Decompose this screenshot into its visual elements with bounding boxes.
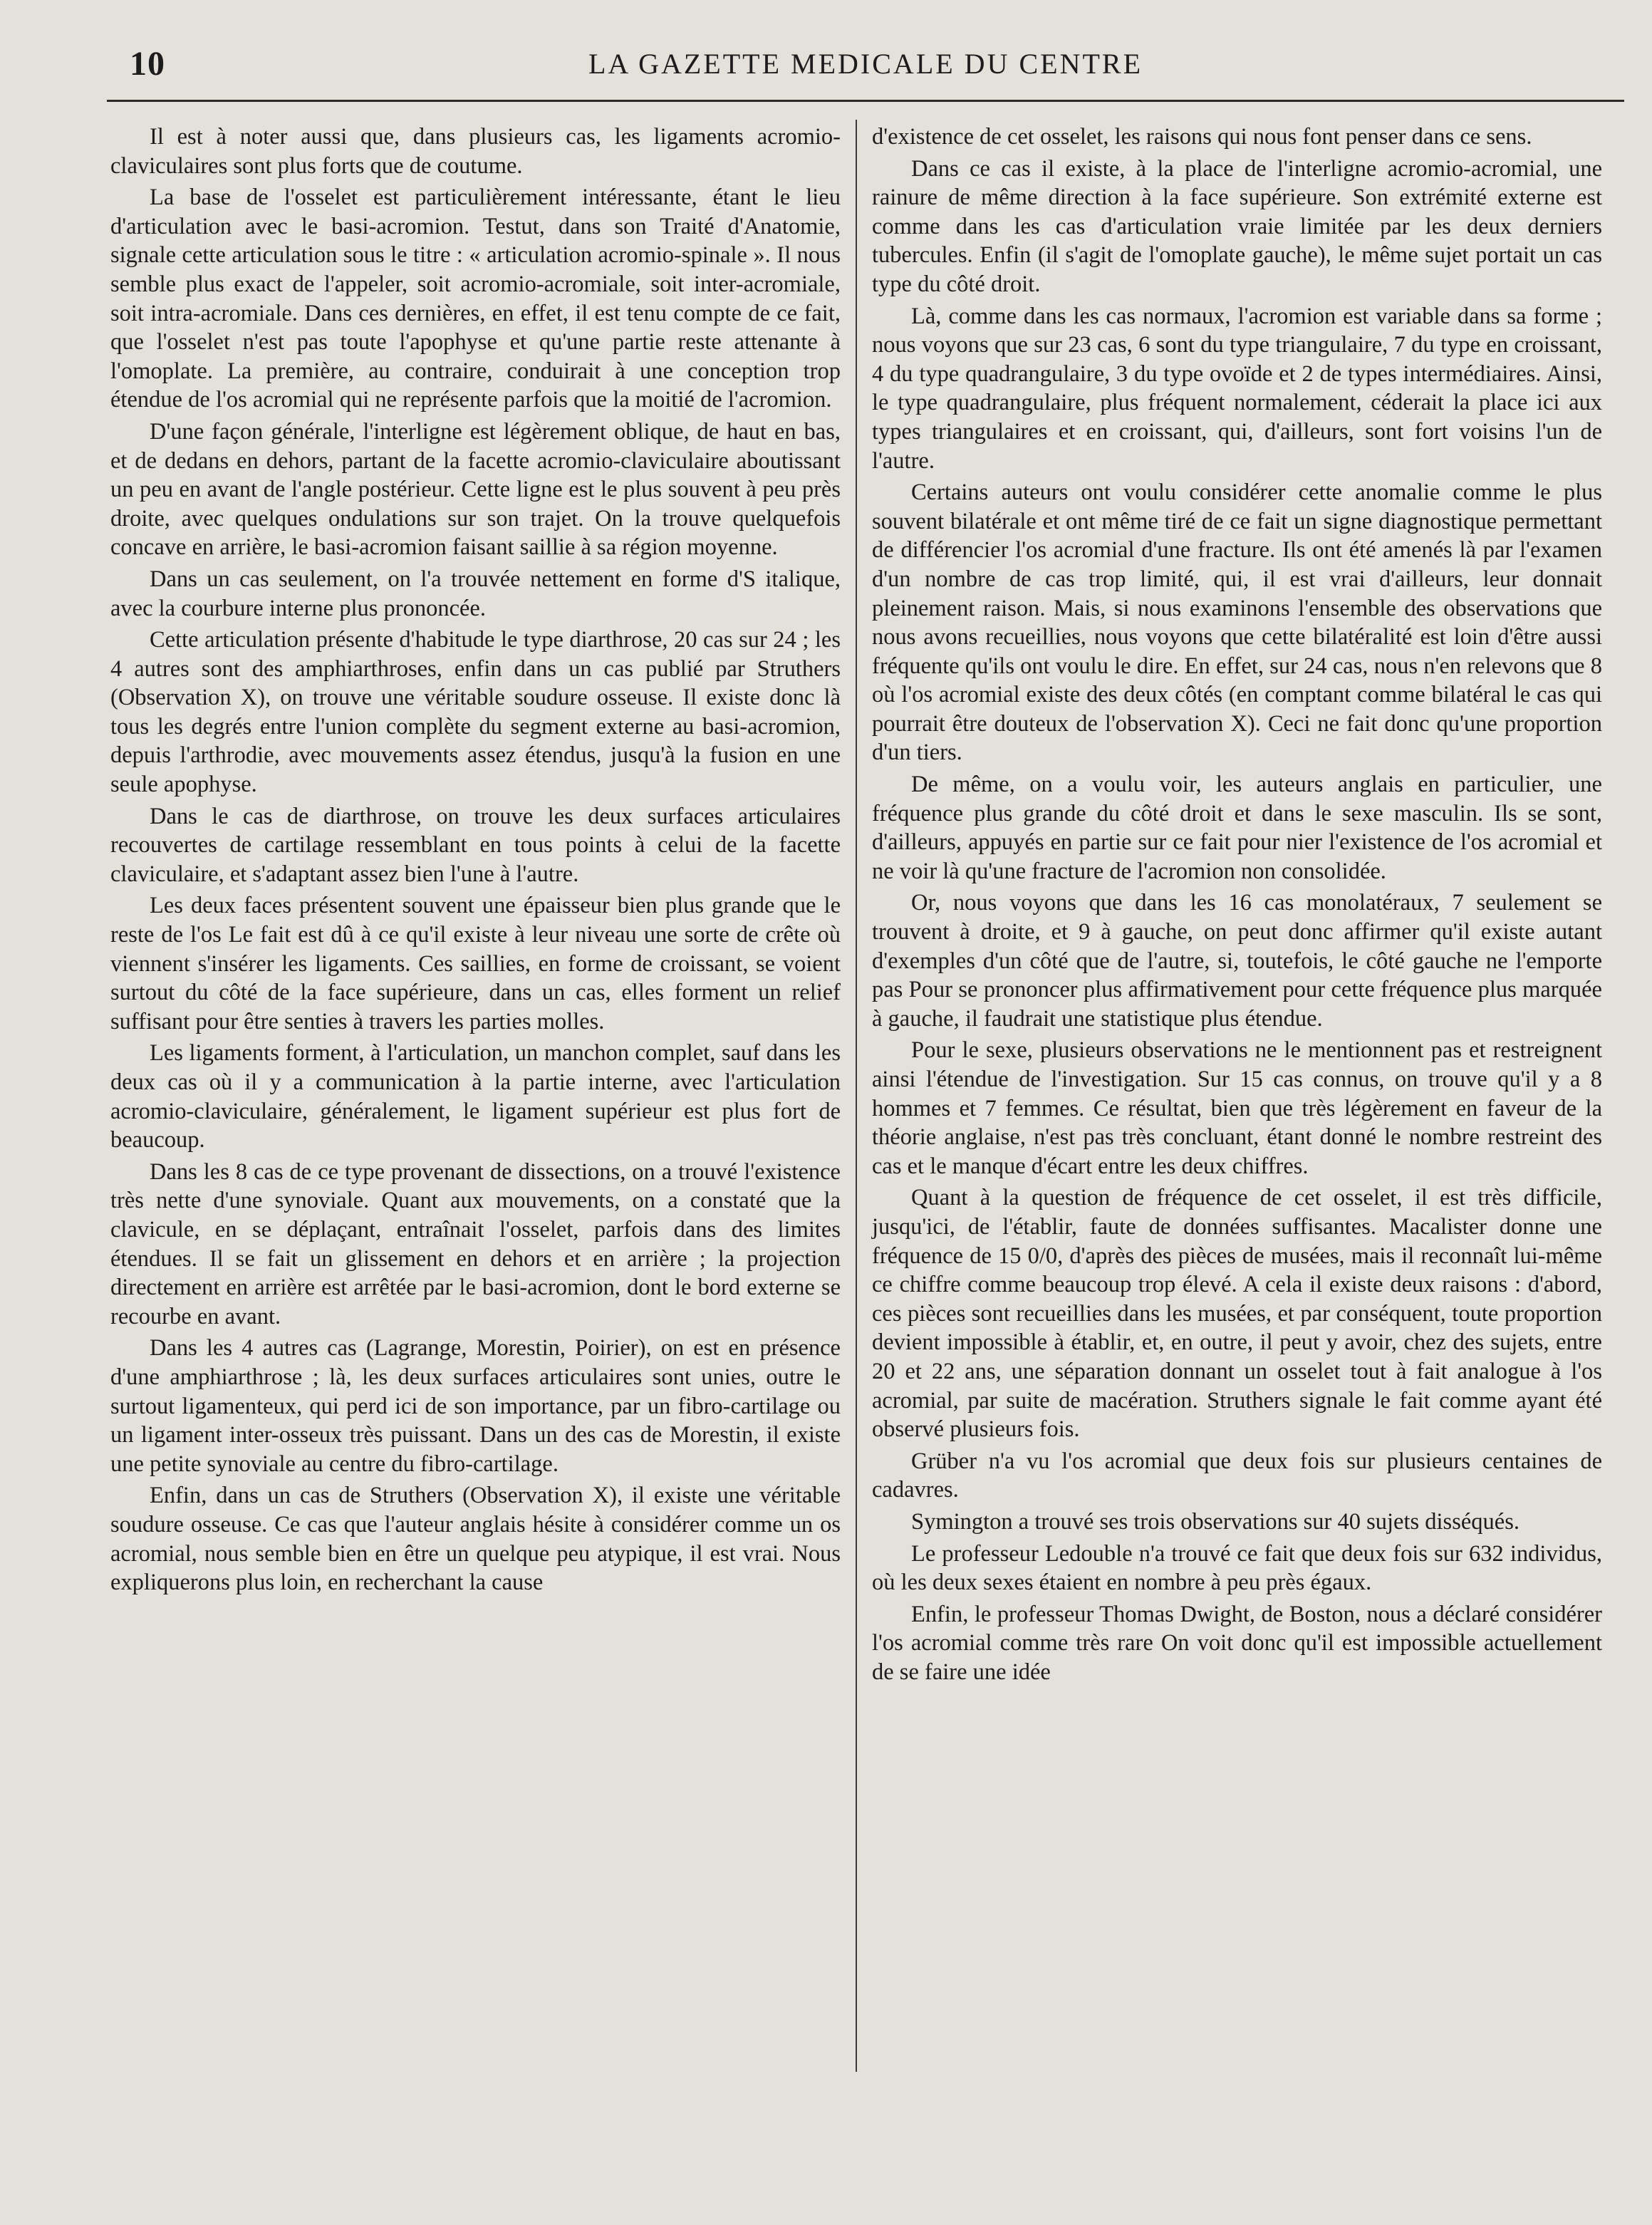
column-rule: [856, 120, 857, 2072]
paragraph: Enfin, dans un cas de Struthers (Observation X), il existe une véritable soudure osseuse. Ce cas que l'auteur anglais hésite à considérer comme un os acromial, nous semble bien en être un quelque peu atypique, il est vrai. Nous expliquerons plus loin, en recherchant la cause: [110, 1483, 841, 1596]
paragraph: La base de l'osselet est particulièrement intéressante, étant le lieu d'articulation avec le basi-acromion. Testut, dans son Traité d'Anatomie, signale cette articulation sous le titre : « articulation acromio-spinale ». Il nous semble plus exact de l'appeler, soit acromio-acromiale, soit inter-acromiale, soit intra-acromiale. Dans ces dernières, en effet, il est tenu compte de ce fait, que l'osselet n'est pas toute l'apophyse et qu'une partie reste attenante à l'omoplate. La première, au contraire, conduirait à une conception trop étendue de l'os acromial qui ne représente parfois que la moitié de l'acromion.: [110, 185, 841, 413]
paragraph: Les deux faces présentent souvent une épaisseur bien plus grande que le reste de l'os Le fait est dû à ce qu'il existe à leur niveau une sorte de crête où viennent s'insérer les ligaments. Ces saillies, en forme de croissant, se voient surtout du côté de la face supérieure, dans un cas, elles forment un relief suffisant pour être senties à travers les parties molles.: [110, 893, 841, 1034]
running-title: LA GAZETTE MEDICALE DU CENTRE: [588, 48, 1143, 80]
paragraph: Symington a trouvé ses trois observations sur 40 sujets disséqués.: [911, 1508, 1519, 1535]
right-column: [872, 123, 1602, 1686]
paragraph: Là, comme dans les cas normaux, l'acromion est variable dans sa forme ; nous voyons que sur 23 cas, 6 sont du type triangulaire, 7 du type en croissant, 4 du type quadrangulaire, 3 du type ovoïde et 2 de types intermédiaires. Ainsi, le type quadrangulaire, plus fréquent normalement, céderait la place ici aux types triangulaires et en croissant, qui, d'ailleurs, sont fort voisins l'un de l'autre.: [872, 303, 1602, 474]
paragraph: Pour le sexe, plusieurs observations ne le mentionnent pas et restreignent ainsi l'étendue de l'investigation. Sur 15 cas connus, on trouve qu'il y a 8 hommes et 7 femmes. Ce résultat, bien que très légèrement en faveur de la théorie anglaise, n'est pas très concluant, étant donné le nombre restreint des cas et le manque d'écart entre les deux chiffres.: [872, 1037, 1602, 1179]
paragraph: D'une façon générale, l'interligne est légèrement oblique, de haut en bas, et de dedans en dehors, partant de la facette acromio-claviculaire aboutissant un peu en avant de l'angle postérieur. Cette ligne est le plus souvent à peu près droite, avec quelques ondulations sur son trajet. On la trouve quelquefois concave en arrière, le basi-acromion faisant saillie à sa région moyenne.: [110, 418, 841, 561]
paragraph: Quant à la question de fréquence de cet osselet, il est très difficile, jusqu'ici, de l'établir, faute de données suffisantes. Macalister donne une fréquence de 15 0/0, d'après des pièces de musées, mais il reconnaît lui-même ce chiffre comme beaucoup trop élevé. A cela il existe deux raisons : d'abord, ces pièces sont recueillies dans les musées, et par conséquent, toute proportion devient impossible à établir, et, en outre, il peut y avoir, chez des sujets, entre 20 et 22 ans, une séparation donnant un osselet tout à fait analogue à l'os acromial, par suite de macération. Struthers signale le fait comme ayant été observé plusieurs fois.: [872, 1185, 1602, 1443]
paragraph: Les ligaments forment, à l'articulation, un manchon complet, sauf dans les deux cas où il y a communication à la partie interne, avec l'articulation acromio-claviculaire, généralement, le ligament supérieur est plus fort de beaucoup.: [110, 1040, 841, 1153]
paragraph: Dans un cas seulement, on l'a trouvée nettement en forme d'S italique, avec la courbure interne plus prononcée.: [110, 566, 841, 621]
paragraph: Or, nous voyons que dans les 16 cas monolatéraux, 7 seulement se trouvent à droite, et 9 à gauche, on peut donc affirmer qu'il existe autant d'exemples d'un côté que de l'autre, si, toutefois, le côté gauche ne l'emporte pas Pour se prononcer plus affirmativement pour cette fréquence plus marquée à gauche, il faudrait une statistique plus étendue.: [872, 890, 1602, 1032]
paragraph: Dans ce cas il existe, à la place de l'interligne acromio-acromial, une rainure de même direction à la face supérieure. Son extrémité externe est comme dans les cas d'articulation vraie limitée par les deux derniers tubercules. Enfin (il s'agit de l'omoplate gauche), le même sujet portait un cas type du côté droit.: [872, 155, 1602, 297]
paragraph: Dans le cas de diarthrose, on trouve les deux surfaces articulaires recouvertes de cartilage ressemblant en tous points à celui de la facette claviculaire, et s'adaptant assez bien l'une à l'autre.: [110, 803, 841, 887]
left-column: [110, 123, 841, 1597]
paragraph: Il est à noter aussi que, dans plusieurs cas, les ligaments acromio-claviculaires sont plus forts que de coutume.: [110, 124, 841, 179]
paragraph: Cette articulation présente d'habitude le type diarthrose, 20 cas sur 24 ; les 4 autres sont des amphiarthroses, enfin dans un cas publié par Struthers (Observation X), on trouve une véritable soudure osseuse. Il existe donc là tous les degrés entre l'union complète du segment externe au basi-acromion, depuis l'arthrodie, avec mouvements assez étendus, jusqu'à la fusion en une seule apophyse.: [110, 627, 841, 798]
header-rule: [107, 100, 1624, 102]
paragraph: Grüber n'a vu l'os acromial que deux fois sur plusieurs centaines de cadavres.: [872, 1448, 1602, 1503]
paragraph: Dans les 8 cas de ce type provenant de dissections, on a trouvé l'existence très nette d'une synoviale. Quant aux mouvements, on a constaté que la clavicule, en se déplaçant, entraînait l'osselet, parfois dans des limites étendues. Il se fait un glissement en dehors et en arrière ; la projection directement en arrière est arrêtée par le basi-acromion, dont le bord externe se recourbe en avant.: [110, 1158, 841, 1329]
page-number: 10: [130, 45, 165, 83]
paragraph: Certains auteurs ont voulu considérer cette anomalie comme le plus souvent bilatérale et ont même tiré de ce fait un signe diagnostique permettant de différencier l'os acromial d'une fracture. Ils ont été amenés là par l'examen d'un nombre de cas trop limité, qui, il est vrai d'ailleurs, leur donnait pleinement raison. Mais, si nous examinons l'ensemble des observations que nous avons recueillies, nous voyons que cette bilatéralité est loin d'être aussi fréquente qu'ils ont voulu le dire. En effet, sur 24 cas, nous n'en relevons que 8 où l'os acromial existe des deux côtés (en comptant comme bilatéral le cas qui pourrait être douteux de l'observation X). Ceci ne fait donc qu'une proportion d'un tiers.: [872, 479, 1602, 766]
paragraph: Le professeur Ledouble n'a trouvé ce fait que deux fois sur 632 individus, où les deux sexes étaient en nombre à peu près égaux.: [872, 1540, 1602, 1596]
page-header: [107, 41, 1624, 91]
paragraph-continued: d'existence de cet osselet, les raisons qui nous font penser dans ce sens.: [872, 124, 1532, 150]
paragraph: De même, on a voulu voir, les auteurs anglais en particulier, une fréquence plus grande du côté droit et dans le sexe masculin. Ils se sont, d'ailleurs, appuyés en partie sur ce fait pour nier l'existence de l'os acromial et ne voir là qu'une fracture de l'acromion non consolidée.: [872, 772, 1602, 884]
paragraph: Enfin, le professeur Thomas Dwight, de Boston, nous a déclaré considérer l'os acromial comme très rare On voit donc qu'il est impossible actuellement de se faire une idée: [872, 1601, 1602, 1685]
paragraph: Dans les 4 autres cas (Lagrange, Morestin, Poirier), on est en présence d'une amphiarthrose ; là, les deux surfaces articulaires sont unies, outre le surtout ligamenteux, qui perd ici de son importance, par un fibro-cartilage ou un ligament inter-osseux très puissant. Dans un des cas de Morestin, il existe une petite synoviale au centre du fibro-cartilage.: [110, 1335, 841, 1477]
